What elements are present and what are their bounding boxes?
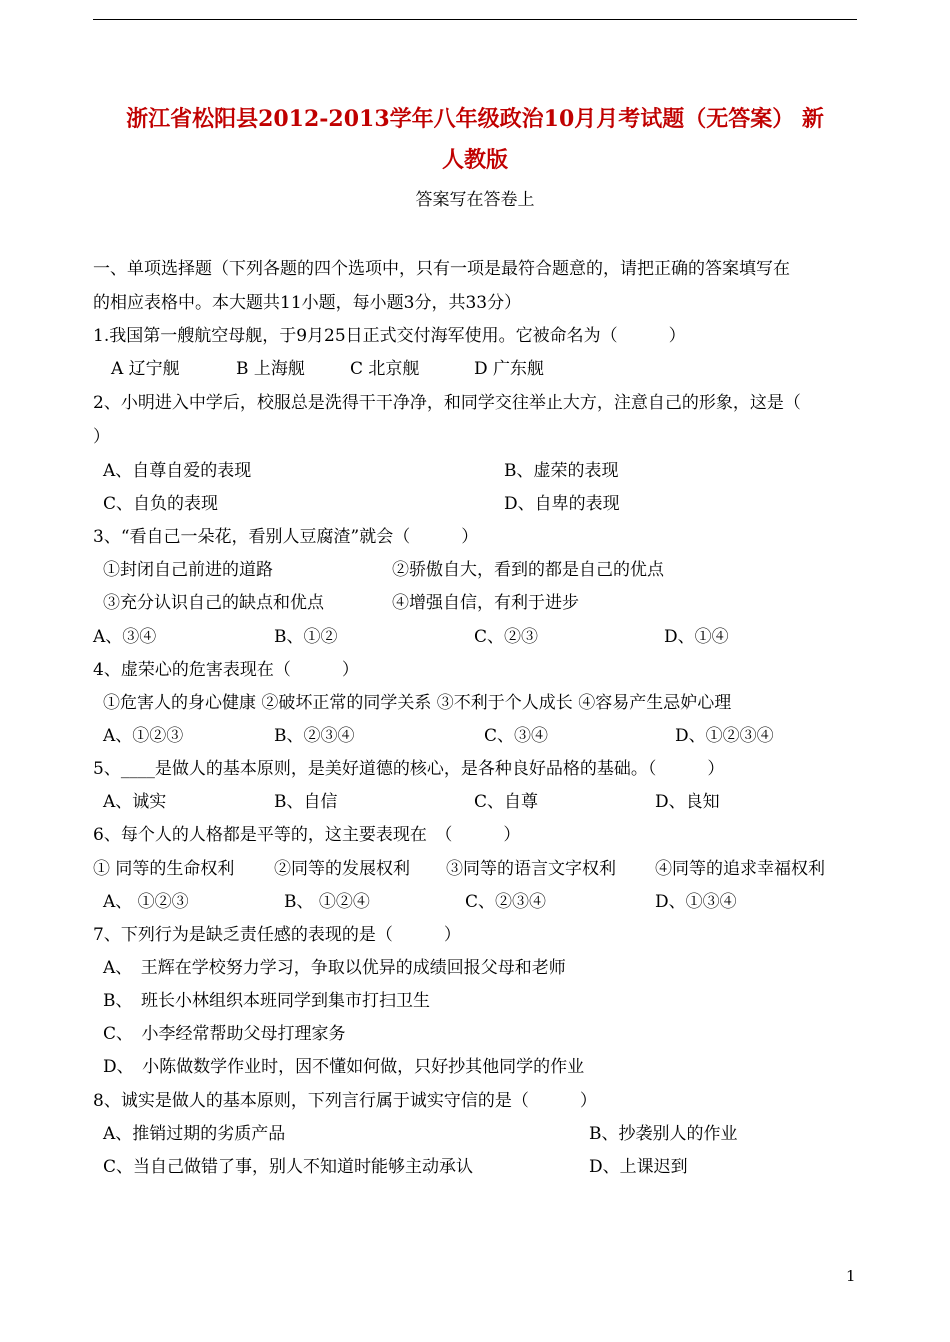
question-2-option-c: C、自负的表现 bbox=[103, 494, 219, 514]
question-3-statement-4: ④增强自信，有利于进步 bbox=[392, 593, 579, 613]
header-rule bbox=[93, 19, 857, 20]
document-title-line2: 人教版 bbox=[441, 147, 508, 173]
question-8-option-a: A、推销过期的劣质产品 bbox=[103, 1124, 286, 1144]
question-2-option-a: A、自尊自爱的表现 bbox=[103, 461, 252, 481]
question-1-stem: 1.我国第一艘航空母舰，于9月25日正式交付海军使用。它被命名为（ ） bbox=[93, 326, 686, 346]
question-7-option-a: A、 王辉在学校努力学习，争取以优异的成绩回报父母和老师 bbox=[103, 958, 566, 978]
question-1-option-c: C 北京舰 bbox=[350, 359, 420, 379]
question-6-statement-2: ②同等的发展权利 bbox=[274, 859, 410, 879]
question-3-option-a: A、③④ bbox=[93, 627, 157, 647]
question-4-statements: ①危害人的身心健康 ②破坏正常的同学关系 ③不利于个人成长 ④容易产生忌妒心理 bbox=[103, 693, 732, 713]
question-2-stem-line2: ） bbox=[93, 427, 110, 447]
question-1-option-d: D 广东舰 bbox=[474, 359, 545, 379]
question-6-option-d: D、①③④ bbox=[655, 892, 737, 912]
question-7-option-c: C、 小李经常帮助父母打理家务 bbox=[103, 1024, 346, 1044]
section-instruction-line1: 一、单项选择题（下列各题的四个选项中，只有一项是最符合题意的，请把正确的答案填写在 bbox=[93, 259, 790, 279]
question-6-option-b: B、 ①②④ bbox=[284, 892, 370, 912]
question-5-stem: 5、____是做人的基本原则，是美好道德的核心，是各种良好品格的基础。（ ） bbox=[93, 759, 725, 779]
question-7-option-d: D、 小陈做数学作业时，因不懂如何做，只好抄其他同学的作业 bbox=[103, 1057, 585, 1077]
question-8-option-b: B、抄袭别人的作业 bbox=[589, 1124, 738, 1144]
page-number: 1 bbox=[846, 1267, 856, 1285]
question-2-option-b: B、虚荣的表现 bbox=[504, 461, 619, 481]
question-3-stem: 3、“看自己一朵花，看别人豆腐渣”就会（ ） bbox=[93, 527, 479, 547]
document-title-line1: 浙江省松阳县2012-2013学年八年级政治10月月考试题（无答案） 新 bbox=[126, 106, 824, 132]
question-3-option-d: D、①④ bbox=[664, 627, 729, 647]
question-5-option-c: C、自尊 bbox=[474, 792, 539, 812]
question-5-option-b: B、自信 bbox=[274, 792, 338, 812]
question-4-option-b: B、②③④ bbox=[274, 726, 355, 746]
question-6-statement-3: ③同等的语言文字权利 bbox=[446, 859, 616, 879]
question-5-option-a: A、诚实 bbox=[103, 792, 167, 812]
question-6-option-c: C、②③④ bbox=[465, 892, 547, 912]
question-6-statement-1: ① 同等的生命权利 bbox=[93, 859, 235, 879]
question-4-stem: 4、虚荣心的危害表现在（ ） bbox=[93, 660, 359, 680]
question-3-statement-2: ②骄傲自大，看到的都是自己的优点 bbox=[392, 560, 664, 580]
question-7-option-b: B、 班长小林组织本班同学到集市打扫卫生 bbox=[103, 991, 430, 1011]
question-2-option-d: D、自卑的表现 bbox=[504, 494, 620, 514]
question-3-option-b: B、①② bbox=[274, 627, 338, 647]
question-8-option-d: D、上课迟到 bbox=[589, 1157, 688, 1177]
question-6-option-a: A、 ①②③ bbox=[103, 892, 189, 912]
question-4-option-a: A、①②③ bbox=[103, 726, 184, 746]
question-5-option-d: D、良知 bbox=[655, 792, 720, 812]
question-1-option-b: B 上海舰 bbox=[236, 359, 305, 379]
question-8-stem: 8、诚实是做人的基本原则，下列言行属于诚实守信的是（ ） bbox=[93, 1091, 597, 1111]
question-4-option-c: C、③④ bbox=[484, 726, 549, 746]
question-2-stem-line1: 2、小明进入中学后，校服总是洗得干干净净，和同学交往举止大方，注意自己的形象，这是（ bbox=[93, 393, 801, 413]
question-3-statement-1: ①封闭自己前进的道路 bbox=[103, 560, 273, 580]
section-instruction-line2: 的相应表格中。本大题共11小题，每小题3分，共33分） bbox=[93, 293, 522, 313]
question-7-stem: 7、下列行为是缺乏责任感的表现的是（ ） bbox=[93, 925, 461, 945]
question-3-option-c: C、②③ bbox=[474, 627, 539, 647]
question-8-option-c: C、当自己做错了事，别人不知道时能够主动承认 bbox=[103, 1157, 474, 1177]
question-6-stem: 6、每个人的人格都是平等的，这主要表现在 （ ） bbox=[93, 825, 521, 845]
document-subtitle: 答案写在答卷上 bbox=[415, 190, 535, 210]
question-6-statement-4: ④同等的追求幸福权利 bbox=[655, 859, 825, 879]
question-1-option-a: A 辽宁舰 bbox=[111, 359, 180, 379]
question-3-statement-3: ③充分认识自己的缺点和优点 bbox=[103, 593, 324, 613]
question-4-option-d: D、①②③④ bbox=[675, 726, 774, 746]
